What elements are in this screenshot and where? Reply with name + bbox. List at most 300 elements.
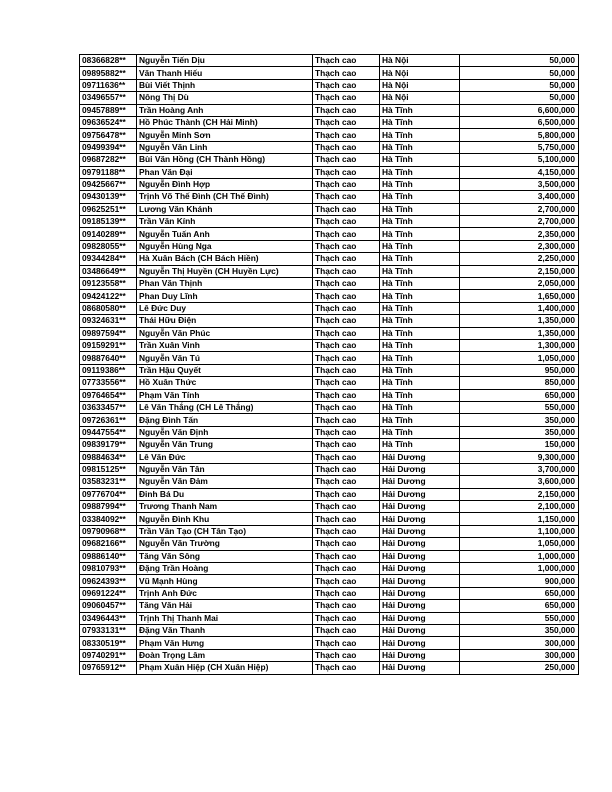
data-table <box>79 54 579 675</box>
province-cell: Hà Tĩnh <box>380 315 460 327</box>
name-cell: Trần Hoàng Anh <box>137 104 313 116</box>
province-cell: Hải Dương <box>380 476 460 488</box>
name-cell: Trịnh Võ Thế Đình (CH Thế Đình) <box>137 191 313 203</box>
table-row <box>80 67 579 79</box>
name-cell: Phạm Văn Hưng <box>137 637 313 649</box>
product-cell: Thạch cao <box>313 525 380 537</box>
amount-cell: 350,000 <box>460 624 579 636</box>
province-cell: Hải Dương <box>380 600 460 612</box>
amount-cell: 1,000,000 <box>460 563 579 575</box>
product-cell: Thạch cao <box>313 575 380 587</box>
amount-cell: 2,100,000 <box>460 501 579 513</box>
product-cell: Thạch cao <box>313 302 380 314</box>
product-cell: Thạch cao <box>313 55 380 67</box>
phone-cell: 09123558** <box>80 278 137 290</box>
province-cell: Hà Tĩnh <box>380 352 460 364</box>
amount-cell: 300,000 <box>460 637 579 649</box>
table-row <box>80 476 579 488</box>
province-cell: Hà Nội <box>380 67 460 79</box>
province-cell: Hải Dương <box>380 575 460 587</box>
amount-cell: 1,350,000 <box>460 327 579 339</box>
product-cell: Thạch cao <box>313 538 380 550</box>
phone-cell: 09740291** <box>80 649 137 661</box>
province-cell: Hải Dương <box>380 538 460 550</box>
amount-cell: 50,000 <box>460 92 579 104</box>
phone-cell: 03486649** <box>80 265 137 277</box>
product-cell: Thạch cao <box>313 265 380 277</box>
product-cell: Thạch cao <box>313 488 380 500</box>
table-row <box>80 426 579 438</box>
product-cell: Thạch cao <box>313 513 380 525</box>
phone-cell: 03496443** <box>80 612 137 624</box>
province-cell: Hà Tĩnh <box>380 216 460 228</box>
product-cell: Thạch cao <box>313 662 380 674</box>
amount-cell: 50,000 <box>460 55 579 67</box>
table-row <box>80 104 579 116</box>
name-cell: Nguyễn Đình Khu <box>137 513 313 525</box>
name-cell: Hồ Phúc Thành (CH Hải Minh) <box>137 116 313 128</box>
product-cell: Thạch cao <box>313 563 380 575</box>
table-row <box>80 228 579 240</box>
name-cell: Trần Văn Tạo (CH Tân Tạo) <box>137 525 313 537</box>
province-cell: Hà Tĩnh <box>380 426 460 438</box>
name-cell: Hồ Xuân Thức <box>137 377 313 389</box>
phone-cell: 09425667** <box>80 178 137 190</box>
phone-cell: 09424122** <box>80 290 137 302</box>
province-cell: Hà Tĩnh <box>380 203 460 215</box>
amount-cell: 4,150,000 <box>460 166 579 178</box>
table-row <box>80 401 579 413</box>
product-cell: Thạch cao <box>313 401 380 413</box>
table-row <box>80 525 579 537</box>
amount-cell: 3,500,000 <box>460 178 579 190</box>
province-cell: Hà Tĩnh <box>380 191 460 203</box>
name-cell: Trịnh Anh Đức <box>137 587 313 599</box>
product-cell: Thạch cao <box>313 612 380 624</box>
amount-cell: 50,000 <box>460 67 579 79</box>
province-cell: Hải Dương <box>380 463 460 475</box>
name-cell: Lê Đức Duy <box>137 302 313 314</box>
amount-cell: 650,000 <box>460 600 579 612</box>
name-cell: Đặng Đình Tấn <box>137 414 313 426</box>
name-cell: Đinh Bá Du <box>137 488 313 500</box>
amount-cell: 550,000 <box>460 612 579 624</box>
phone-cell: 09687282** <box>80 154 137 166</box>
province-cell: Hà Tĩnh <box>380 439 460 451</box>
name-cell: Văn Thanh Hiếu <box>137 67 313 79</box>
name-cell: Lê Văn Thắng (CH Lê Thắng) <box>137 401 313 413</box>
table-row <box>80 612 579 624</box>
product-cell: Thạch cao <box>313 364 380 376</box>
phone-cell: 09810793** <box>80 563 137 575</box>
table-row <box>80 501 579 513</box>
name-cell: Nguyễn Văn Tân <box>137 463 313 475</box>
province-cell: Hà Tĩnh <box>380 339 460 351</box>
phone-cell: 09140289** <box>80 228 137 240</box>
amount-cell: 1,350,000 <box>460 315 579 327</box>
phone-cell: 08330519** <box>80 637 137 649</box>
province-cell: Hà Tĩnh <box>380 240 460 252</box>
table-row <box>80 203 579 215</box>
phone-cell: 09447554** <box>80 426 137 438</box>
province-cell: Hải Dương <box>380 587 460 599</box>
name-cell: Lương Văn Khánh <box>137 203 313 215</box>
name-cell: Phan Văn Đại <box>137 166 313 178</box>
table-row <box>80 315 579 327</box>
phone-cell: 03496557** <box>80 92 137 104</box>
province-cell: Hà Tĩnh <box>380 278 460 290</box>
phone-cell: 09430139** <box>80 191 137 203</box>
product-cell: Thạch cao <box>313 191 380 203</box>
amount-cell: 2,300,000 <box>460 240 579 252</box>
name-cell: Phạm Xuân Hiệp (CH Xuân Hiệp) <box>137 662 313 674</box>
amount-cell: 250,000 <box>460 662 579 674</box>
province-cell: Hà Tĩnh <box>380 129 460 141</box>
name-cell: Nguyễn Tiến Dịu <box>137 55 313 67</box>
table-body <box>80 55 579 675</box>
phone-cell: 03384092** <box>80 513 137 525</box>
table-row <box>80 513 579 525</box>
phone-cell: 09185139** <box>80 216 137 228</box>
province-cell: Hà Tĩnh <box>380 166 460 178</box>
phone-cell: 09691224** <box>80 587 137 599</box>
amount-cell: 650,000 <box>460 389 579 401</box>
name-cell: Tăng Văn Hải <box>137 600 313 612</box>
name-cell: Trương Thanh Nam <box>137 501 313 513</box>
amount-cell: 3,700,000 <box>460 463 579 475</box>
phone-cell: 09682166** <box>80 538 137 550</box>
amount-cell: 1,300,000 <box>460 339 579 351</box>
name-cell: Nguyễn Văn Linh <box>137 141 313 153</box>
province-cell: Hải Dương <box>380 662 460 674</box>
table-row <box>80 587 579 599</box>
product-cell: Thạch cao <box>313 92 380 104</box>
province-cell: Hà Tĩnh <box>380 401 460 413</box>
table-row <box>80 79 579 91</box>
product-cell: Thạch cao <box>313 389 380 401</box>
product-cell: Thạch cao <box>313 290 380 302</box>
phone-cell: 09895882** <box>80 67 137 79</box>
product-cell: Thạch cao <box>313 637 380 649</box>
amount-cell: 3,600,000 <box>460 476 579 488</box>
province-cell: Hà Tĩnh <box>380 302 460 314</box>
table-row <box>80 339 579 351</box>
phone-cell: 09499394** <box>80 141 137 153</box>
phone-cell: 09828055** <box>80 240 137 252</box>
amount-cell: 950,000 <box>460 364 579 376</box>
name-cell: Nguyễn Hùng Nga <box>137 240 313 252</box>
province-cell: Hà Tĩnh <box>380 154 460 166</box>
phone-cell: 09815125** <box>80 463 137 475</box>
table-row <box>80 538 579 550</box>
province-cell: Hà Tĩnh <box>380 327 460 339</box>
phone-cell: 09790968** <box>80 525 137 537</box>
name-cell: Nguyễn Minh Sơn <box>137 129 313 141</box>
province-cell: Hà Tĩnh <box>380 290 460 302</box>
phone-cell: 09765912** <box>80 662 137 674</box>
table-row <box>80 575 579 587</box>
name-cell: Trần Hậu Quyết <box>137 364 313 376</box>
table-row <box>80 278 579 290</box>
name-cell: Phan Văn Thịnh <box>137 278 313 290</box>
province-cell: Hà Tĩnh <box>380 228 460 240</box>
phone-cell: 03583231** <box>80 476 137 488</box>
name-cell: Bùi Văn Hồng (CH Thành Hồng) <box>137 154 313 166</box>
phone-cell: 09457889** <box>80 104 137 116</box>
phone-cell: 09887640** <box>80 352 137 364</box>
table-row <box>80 265 579 277</box>
product-cell: Thạch cao <box>313 116 380 128</box>
table-row <box>80 302 579 314</box>
phone-cell: 09884634** <box>80 451 137 463</box>
table-row <box>80 191 579 203</box>
product-cell: Thạch cao <box>313 426 380 438</box>
province-cell: Hải Dương <box>380 649 460 661</box>
amount-cell: 350,000 <box>460 414 579 426</box>
table-row <box>80 216 579 228</box>
product-cell: Thạch cao <box>313 439 380 451</box>
name-cell: Trần Xuân Vinh <box>137 339 313 351</box>
product-cell: Thạch cao <box>313 154 380 166</box>
product-cell: Thạch cao <box>313 352 380 364</box>
amount-cell: 3,400,000 <box>460 191 579 203</box>
amount-cell: 550,000 <box>460 401 579 413</box>
name-cell: Nông Thị Dù <box>137 92 313 104</box>
table-row <box>80 451 579 463</box>
name-cell: Đặng Văn Thanh <box>137 624 313 636</box>
province-cell: Hải Dương <box>380 451 460 463</box>
phone-cell: 09159291** <box>80 339 137 351</box>
name-cell: Phạm Văn Tính <box>137 389 313 401</box>
amount-cell: 9,300,000 <box>460 451 579 463</box>
province-cell: Hà Tĩnh <box>380 178 460 190</box>
product-cell: Thạch cao <box>313 253 380 265</box>
amount-cell: 1,400,000 <box>460 302 579 314</box>
province-cell: Hà Tĩnh <box>380 104 460 116</box>
table-row <box>80 55 579 67</box>
table-row <box>80 550 579 562</box>
province-cell: Hải Dương <box>380 501 460 513</box>
province-cell: Hà Tĩnh <box>380 116 460 128</box>
amount-cell: 1,150,000 <box>460 513 579 525</box>
phone-cell: 07733556** <box>80 377 137 389</box>
table-row <box>80 240 579 252</box>
province-cell: Hải Dương <box>380 513 460 525</box>
table-row <box>80 488 579 500</box>
table-row <box>80 463 579 475</box>
table-row <box>80 166 579 178</box>
product-cell: Thạch cao <box>313 178 380 190</box>
name-cell: Thái Hữu Điện <box>137 315 313 327</box>
product-cell: Thạch cao <box>313 476 380 488</box>
phone-cell: 09887994** <box>80 501 137 513</box>
product-cell: Thạch cao <box>313 315 380 327</box>
product-cell: Thạch cao <box>313 463 380 475</box>
amount-cell: 1,100,000 <box>460 525 579 537</box>
table-row <box>80 364 579 376</box>
amount-cell: 900,000 <box>460 575 579 587</box>
amount-cell: 1,650,000 <box>460 290 579 302</box>
product-cell: Thạch cao <box>313 414 380 426</box>
name-cell: Bùi Viết Thịnh <box>137 79 313 91</box>
table-row <box>80 129 579 141</box>
table-row <box>80 92 579 104</box>
product-cell: Thạch cao <box>313 67 380 79</box>
table-row <box>80 290 579 302</box>
table-row <box>80 662 579 674</box>
name-cell: Đoàn Trọng Lâm <box>137 649 313 661</box>
amount-cell: 6,600,000 <box>460 104 579 116</box>
province-cell: Hải Dương <box>380 624 460 636</box>
table-row <box>80 439 579 451</box>
name-cell: Nguyễn Văn Trung <box>137 439 313 451</box>
amount-cell: 2,350,000 <box>460 228 579 240</box>
product-cell: Thạch cao <box>313 327 380 339</box>
province-cell: Hải Dương <box>380 612 460 624</box>
province-cell: Hải Dương <box>380 637 460 649</box>
table-row <box>80 637 579 649</box>
name-cell: Nguyễn Văn Định <box>137 426 313 438</box>
name-cell: Tăng Văn Sông <box>137 550 313 562</box>
province-cell: Hà Tĩnh <box>380 364 460 376</box>
name-cell: Nguyễn Tuấn Anh <box>137 228 313 240</box>
amount-cell: 350,000 <box>460 426 579 438</box>
province-cell: Hải Dương <box>380 488 460 500</box>
product-cell: Thạch cao <box>313 624 380 636</box>
table-row <box>80 253 579 265</box>
province-cell: Hà Tĩnh <box>380 265 460 277</box>
product-cell: Thạch cao <box>313 451 380 463</box>
name-cell: Nguyễn Văn Trường <box>137 538 313 550</box>
province-cell: Hải Dương <box>380 563 460 575</box>
name-cell: Hà Xuân Bách (CH Bách Hiền) <box>137 253 313 265</box>
province-cell: Hà Nội <box>380 55 460 67</box>
name-cell: Nguyễn Văn Đảm <box>137 476 313 488</box>
phone-cell: 08680580** <box>80 302 137 314</box>
amount-cell: 2,700,000 <box>460 216 579 228</box>
table-row <box>80 377 579 389</box>
table-row <box>80 624 579 636</box>
phone-cell: 09119386** <box>80 364 137 376</box>
table-row <box>80 600 579 612</box>
amount-cell: 850,000 <box>460 377 579 389</box>
table-row <box>80 563 579 575</box>
amount-cell: 1,000,000 <box>460 550 579 562</box>
table-row <box>80 327 579 339</box>
product-cell: Thạch cao <box>313 166 380 178</box>
amount-cell: 2,700,000 <box>460 203 579 215</box>
table-row <box>80 352 579 364</box>
phone-cell: 09060457** <box>80 600 137 612</box>
amount-cell: 150,000 <box>460 439 579 451</box>
product-cell: Thạch cao <box>313 550 380 562</box>
phone-cell: 09897594** <box>80 327 137 339</box>
phone-cell: 07933131** <box>80 624 137 636</box>
phone-cell: 09886140** <box>80 550 137 562</box>
province-cell: Hải Dương <box>380 525 460 537</box>
table-row <box>80 389 579 401</box>
product-cell: Thạch cao <box>313 377 380 389</box>
phone-cell: 09324631** <box>80 315 137 327</box>
province-cell: Hà Tĩnh <box>380 253 460 265</box>
phone-cell: 09711636** <box>80 79 137 91</box>
amount-cell: 1,050,000 <box>460 538 579 550</box>
phone-cell: 09624393** <box>80 575 137 587</box>
table-row <box>80 141 579 153</box>
phone-cell: 09839179** <box>80 439 137 451</box>
product-cell: Thạch cao <box>313 141 380 153</box>
name-cell: Vũ Mạnh Hùng <box>137 575 313 587</box>
amount-cell: 1,050,000 <box>460 352 579 364</box>
amount-cell: 5,800,000 <box>460 129 579 141</box>
amount-cell: 650,000 <box>460 587 579 599</box>
province-cell: Hà Nội <box>380 92 460 104</box>
product-cell: Thạch cao <box>313 104 380 116</box>
amount-cell: 2,050,000 <box>460 278 579 290</box>
phone-cell: 09776704** <box>80 488 137 500</box>
province-cell: Hà Tĩnh <box>380 377 460 389</box>
product-cell: Thạch cao <box>313 240 380 252</box>
province-cell: Hà Tĩnh <box>380 414 460 426</box>
phone-cell: 09791188** <box>80 166 137 178</box>
name-cell: Lê Văn Đức <box>137 451 313 463</box>
amount-cell: 6,500,000 <box>460 116 579 128</box>
name-cell: Trịnh Thị Thanh Mai <box>137 612 313 624</box>
table-row <box>80 178 579 190</box>
phone-cell: 09726361** <box>80 414 137 426</box>
phone-cell: 09636524** <box>80 116 137 128</box>
name-cell: Trần Văn Kính <box>137 216 313 228</box>
phone-cell: 09625251** <box>80 203 137 215</box>
name-cell: Nguyễn Văn Phúc <box>137 327 313 339</box>
amount-cell: 2,150,000 <box>460 488 579 500</box>
amount-cell: 2,150,000 <box>460 265 579 277</box>
name-cell: Nguyễn Văn Tú <box>137 352 313 364</box>
amount-cell: 5,750,000 <box>460 141 579 153</box>
product-cell: Thạch cao <box>313 587 380 599</box>
product-cell: Thạch cao <box>313 216 380 228</box>
table-row <box>80 414 579 426</box>
product-cell: Thạch cao <box>313 79 380 91</box>
name-cell: Nguyễn Thị Huyền (CH Huyền Lực) <box>137 265 313 277</box>
name-cell: Phan Duy Lĩnh <box>137 290 313 302</box>
product-cell: Thạch cao <box>313 129 380 141</box>
product-cell: Thạch cao <box>313 600 380 612</box>
product-cell: Thạch cao <box>313 203 380 215</box>
product-cell: Thạch cao <box>313 649 380 661</box>
name-cell: Nguyễn Đình Hợp <box>137 178 313 190</box>
amount-cell: 300,000 <box>460 649 579 661</box>
phone-cell: 09764654** <box>80 389 137 401</box>
product-cell: Thạch cao <box>313 501 380 513</box>
province-cell: Hà Tĩnh <box>380 141 460 153</box>
amount-cell: 50,000 <box>460 79 579 91</box>
table-row <box>80 116 579 128</box>
phone-cell: 09756478** <box>80 129 137 141</box>
phone-cell: 03633457** <box>80 401 137 413</box>
amount-cell: 2,250,000 <box>460 253 579 265</box>
product-cell: Thạch cao <box>313 278 380 290</box>
phone-cell: 08366828** <box>80 55 137 67</box>
province-cell: Hà Nội <box>380 79 460 91</box>
province-cell: Hà Tĩnh <box>380 389 460 401</box>
table-row <box>80 154 579 166</box>
product-cell: Thạch cao <box>313 228 380 240</box>
phone-cell: 09344284** <box>80 253 137 265</box>
name-cell: Đặng Trần Hoàng <box>137 563 313 575</box>
table-row <box>80 649 579 661</box>
province-cell: Hải Dương <box>380 550 460 562</box>
